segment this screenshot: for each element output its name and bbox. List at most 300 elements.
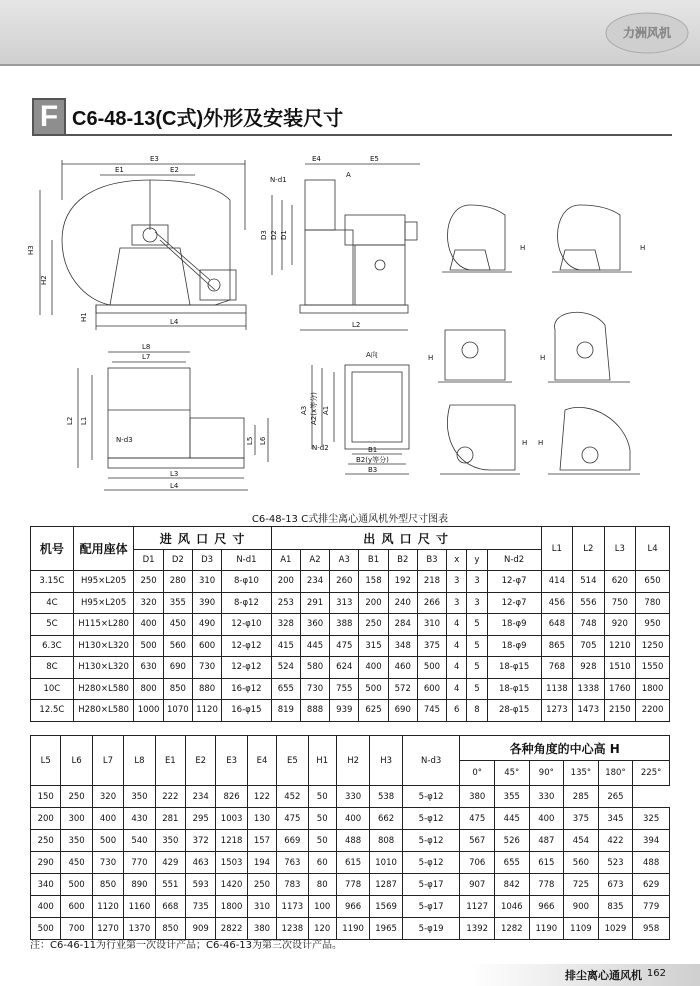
table-cell: 780 [636, 592, 670, 614]
section-letter: F [32, 98, 66, 136]
table-cell: 500 [31, 918, 61, 940]
table-cell: 1270 [92, 918, 123, 940]
table-row [31, 808, 670, 830]
table-cell: 400 [359, 657, 388, 679]
svg-text:H: H [520, 244, 526, 252]
header-angle: 45° [495, 761, 530, 786]
table-cell: 580 [300, 657, 329, 679]
table-cell: 1473 [573, 700, 604, 722]
table-cell: 850 [155, 918, 185, 940]
table-cell: 630 [134, 657, 163, 679]
table-cell: 5C [31, 614, 74, 636]
table-cell: 673 [598, 874, 633, 896]
table-cell: 2200 [636, 700, 670, 722]
table-cell: H95×L205 [73, 592, 134, 614]
svg-text:B2(y等分): B2(y等分) [356, 456, 389, 464]
table-cell: 1127 [460, 896, 495, 918]
table-cell: 1010 [370, 852, 402, 874]
svg-text:L7: L7 [142, 353, 151, 361]
table-cell: 8 [467, 700, 487, 722]
table-cell: 1760 [604, 678, 635, 700]
table-cell: 763 [277, 852, 308, 874]
table-cell: 778 [529, 874, 564, 896]
table-cell: 445 [300, 635, 329, 657]
table-cell: 350 [124, 786, 155, 808]
table-cell: 2822 [216, 918, 247, 940]
header-cell: E5 [277, 736, 308, 786]
table-cell: 526 [495, 830, 530, 852]
table-cell: 600 [417, 678, 446, 700]
subheader-cell: B2 [388, 550, 417, 571]
page-footer [470, 964, 700, 986]
svg-text:E2: E2 [170, 166, 179, 174]
header-row [31, 736, 670, 761]
table-cell: H95×L205 [73, 571, 134, 593]
table-cell: 1218 [216, 830, 247, 852]
table-cell: 668 [155, 896, 185, 918]
table-cell: 890 [124, 874, 155, 896]
table-cell: 1370 [124, 918, 155, 940]
table-cell: 18-φ15 [487, 657, 541, 679]
table-cell: 60 [308, 852, 336, 874]
table-cell: 615 [336, 852, 370, 874]
table-cell: 454 [564, 830, 599, 852]
header-cell: H2 [336, 736, 370, 786]
svg-text:H: H [640, 244, 646, 252]
table-cell: H115×L280 [73, 614, 134, 636]
table-cell: 18-φ9 [487, 635, 541, 657]
company-logo [604, 10, 690, 56]
subheader-cell: B3 [417, 550, 446, 571]
table-row [31, 678, 670, 700]
table-cell: 500 [61, 874, 92, 896]
table-cell: 1190 [336, 918, 370, 940]
table-cell: 1160 [124, 896, 155, 918]
header-cell: N-d3 [402, 736, 460, 786]
table-cell: 1965 [370, 918, 402, 940]
table-cell: 340 [31, 874, 61, 896]
table-cell: 460 [388, 657, 417, 679]
table-cell: 700 [61, 918, 92, 940]
table-cell: 730 [300, 678, 329, 700]
table-caption: C6-48-13 C式排尘离心通风机外型尺寸图表 [251, 514, 449, 525]
table-cell: 430 [124, 808, 155, 830]
table-cell: 372 [186, 830, 216, 852]
table-cell: 350 [155, 830, 185, 852]
table-cell: 240 [388, 592, 417, 614]
table-cell: 3 [447, 571, 467, 593]
table-cell: 1800 [216, 896, 247, 918]
table-cell: 291 [300, 592, 329, 614]
table-cell: 12-φ7 [487, 571, 541, 593]
table-cell: 250 [31, 830, 61, 852]
table-cell: 1120 [192, 700, 221, 722]
dimension-drawings [0, 140, 700, 510]
table-cell: 1109 [564, 918, 599, 940]
table-cell: 928 [573, 657, 604, 679]
table-cell: 415 [271, 635, 300, 657]
header-inlet: 进 风 口 尺 寸 [134, 527, 271, 550]
svg-text:N-d2: N-d2 [312, 444, 329, 452]
table-cell: 4C [31, 592, 74, 614]
table-cell: 50 [308, 830, 336, 852]
svg-text:D3: D3 [260, 230, 268, 240]
section-title: C6-48-13(C式)外形及安装尺寸 [72, 108, 344, 130]
table-cell: 5 [467, 678, 487, 700]
table-cell: 250 [359, 614, 388, 636]
table-cell: 218 [417, 571, 446, 593]
table-cell: 350 [61, 830, 92, 852]
table-cell: 375 [564, 808, 599, 830]
table-cell: 12-φ12 [222, 657, 272, 679]
svg-text:A2(x等分): A2(x等分) [310, 392, 318, 425]
table-cell: 200 [359, 592, 388, 614]
table-cell: 450 [61, 852, 92, 874]
table-cell: 593 [186, 874, 216, 896]
table-cell: 6 [447, 700, 467, 722]
table-cell: 800 [134, 678, 163, 700]
table-row [31, 874, 670, 896]
table-cell: 1070 [163, 700, 192, 722]
table-cell: 669 [277, 830, 308, 852]
table-cell: 313 [330, 592, 359, 614]
table-cell: 330 [529, 786, 564, 808]
header-cell: E1 [155, 736, 185, 786]
table-cell: 1510 [604, 657, 635, 679]
table-cell: 655 [495, 852, 530, 874]
table-cell: 725 [564, 874, 599, 896]
header-outlet: 出 风 口 尺 寸 [271, 527, 541, 550]
table-cell: 284 [388, 614, 417, 636]
table-cell: 615 [529, 852, 564, 874]
subheader-cell: D3 [192, 550, 221, 571]
table-cell: 920 [604, 614, 635, 636]
table-row [31, 614, 670, 636]
table-cell: 625 [359, 700, 388, 722]
table-cell: 778 [336, 874, 370, 896]
table-cell: 4 [447, 657, 467, 679]
table-cell: 429 [155, 852, 185, 874]
svg-text:B1: B1 [368, 446, 378, 454]
svg-text:L3: L3 [170, 470, 179, 478]
table-cell: 475 [277, 808, 308, 830]
table-cell: 120 [308, 918, 336, 940]
header-cell: L8 [124, 736, 155, 786]
table-cell: 400 [529, 808, 564, 830]
table-cell: 850 [92, 874, 123, 896]
table-row [31, 830, 670, 852]
table-cell: 907 [460, 874, 495, 896]
header-base: 配用座体 [73, 527, 134, 571]
table-cell: 4 [447, 678, 467, 700]
table-cell: 690 [388, 700, 417, 722]
table-cell: 909 [186, 918, 216, 940]
table-cell: 487 [529, 830, 564, 852]
table-row [31, 592, 670, 614]
svg-text:H1: H1 [80, 312, 88, 322]
table-cell: 490 [192, 614, 221, 636]
svg-text:A3: A3 [300, 405, 308, 415]
table-cell: 130 [247, 808, 276, 830]
table-cell: 390 [192, 592, 221, 614]
table-cell: 5-φ19 [402, 918, 460, 940]
svg-text:H: H [522, 439, 528, 447]
table-row [31, 635, 670, 657]
table-cell: 730 [192, 657, 221, 679]
table-cell: 1000 [134, 700, 163, 722]
table-cell: 18-φ15 [487, 678, 541, 700]
table-cell: 3.15C [31, 571, 74, 593]
table-cell: 157 [247, 830, 276, 852]
svg-text:力洲风机: 力洲风机 [622, 26, 672, 40]
table-cell: 966 [529, 896, 564, 918]
table-cell: 600 [192, 635, 221, 657]
table-cell: H280×L580 [73, 678, 134, 700]
table-cell: 445 [495, 808, 530, 830]
svg-text:E3: E3 [150, 155, 159, 163]
table-cell: 1569 [370, 896, 402, 918]
header-cell: H3 [370, 736, 402, 786]
header-angle: 135° [564, 761, 599, 786]
table-cell: 281 [155, 808, 185, 830]
table-cell: 122 [247, 786, 276, 808]
table-cell: 1282 [495, 918, 530, 940]
table-cell: 266 [417, 592, 446, 614]
table-cell: 748 [573, 614, 604, 636]
table-cell: 1420 [216, 874, 247, 896]
table-cell: 5-φ12 [402, 852, 460, 874]
table-cell: 939 [330, 700, 359, 722]
table-cell: 750 [604, 592, 635, 614]
table-cell: 234 [300, 571, 329, 593]
svg-text:E4: E4 [312, 155, 321, 163]
outlet-flange-view [300, 350, 409, 474]
page-number: 162 [646, 968, 666, 979]
table-cell: 730 [92, 852, 123, 874]
table-cell: 706 [460, 852, 495, 874]
table-cell: 1173 [277, 896, 308, 918]
header-cell: L5 [31, 736, 61, 786]
table-cell: 355 [495, 786, 530, 808]
svg-text:L5: L5 [246, 436, 254, 445]
table-cell: 500 [417, 657, 446, 679]
table-cell: 158 [359, 571, 388, 593]
table-cell: 620 [604, 571, 635, 593]
header-l2: L2 [573, 527, 604, 571]
table-cell: 12-φ10 [222, 614, 272, 636]
table-cell: 1338 [573, 678, 604, 700]
plan-view [66, 343, 268, 490]
table-cell: 551 [155, 874, 185, 896]
svg-text:E1: E1 [115, 166, 124, 174]
table-cell: 414 [541, 571, 572, 593]
table-cell: 1238 [277, 918, 308, 940]
table-cell: 265 [598, 786, 633, 808]
subheader-cell: D1 [134, 550, 163, 571]
table-cell: 475 [330, 635, 359, 657]
subheader-cell: N-d2 [487, 550, 541, 571]
header-angle: 90° [529, 761, 564, 786]
table-cell: 5-φ12 [402, 830, 460, 852]
table-cell: 100 [308, 896, 336, 918]
table-cell: 4 [447, 635, 467, 657]
table-cell: 360 [300, 614, 329, 636]
subheader-cell: A3 [330, 550, 359, 571]
table-cell: 648 [541, 614, 572, 636]
subheader-cell: x [447, 550, 467, 571]
table-cell: 380 [460, 786, 495, 808]
table-row [31, 700, 670, 722]
table-cell: 50 [308, 786, 336, 808]
svg-text:L2: L2 [352, 321, 361, 329]
table-cell: 5 [467, 635, 487, 657]
inlet-outlet-dimension-table [30, 526, 670, 722]
table-cell: 572 [388, 678, 417, 700]
table-cell: 400 [31, 896, 61, 918]
header-rule [0, 64, 700, 66]
header-band [0, 0, 700, 64]
table-cell: 28-φ15 [487, 700, 541, 722]
table-cell: 1273 [541, 700, 572, 722]
header-cell: L6 [61, 736, 92, 786]
logo-icon [604, 10, 690, 56]
table-cell: 388 [330, 614, 359, 636]
table-cell: 452 [277, 786, 308, 808]
table-cell: 12-φ7 [487, 592, 541, 614]
table-cell: 629 [633, 874, 670, 896]
table-cell: 488 [633, 852, 670, 874]
table-cell: 745 [417, 700, 446, 722]
table-cell: 500 [134, 635, 163, 657]
table-cell: 315 [359, 635, 388, 657]
svg-text:N-d1: N-d1 [270, 176, 287, 184]
svg-text:L6: L6 [259, 436, 267, 445]
header-l3: L3 [604, 527, 635, 571]
table-cell: 950 [636, 614, 670, 636]
table-cell: 880 [192, 678, 221, 700]
footer-title: 排尘离心通风机 [565, 969, 642, 982]
table-cell: 538 [370, 786, 402, 808]
table-cell: 400 [336, 808, 370, 830]
table-cell: 250 [61, 786, 92, 808]
table-cell: 5 [467, 657, 487, 679]
table-cell: 16-φ12 [222, 678, 272, 700]
table-cell: 5-φ12 [402, 808, 460, 830]
table-cell: 1392 [460, 918, 495, 940]
svg-text:B3: B3 [368, 466, 378, 474]
header-angle: 0° [460, 761, 495, 786]
svg-text:H: H [428, 354, 434, 362]
table-cell: 250 [134, 571, 163, 593]
table-cell: 1190 [529, 918, 564, 940]
table-cell: 808 [370, 830, 402, 852]
header-angle-group: 各种角度的中心高 H [460, 736, 670, 761]
table-cell: 779 [633, 896, 670, 918]
table-cell: 842 [495, 874, 530, 896]
table-cell: 260 [330, 571, 359, 593]
header-cell: H1 [308, 736, 336, 786]
table-cell: 705 [573, 635, 604, 657]
table-cell: 10C [31, 678, 74, 700]
svg-text:H: H [538, 439, 544, 447]
table-cell: 16-φ15 [222, 700, 272, 722]
section-rule [32, 134, 672, 136]
svg-text:N-d3: N-d3 [116, 436, 133, 444]
table-cell: 1003 [216, 808, 247, 830]
front-view [27, 155, 246, 330]
table-cell: 835 [598, 896, 633, 918]
table-cell: 450 [163, 614, 192, 636]
table-cell: 755 [330, 678, 359, 700]
table-cell: 380 [247, 918, 276, 940]
table-cell: 4 [447, 614, 467, 636]
table-cell: 320 [134, 592, 163, 614]
table-cell: 475 [460, 808, 495, 830]
table-cell: 2150 [604, 700, 635, 722]
table-cell: 826 [216, 786, 247, 808]
table-cell: 3 [467, 592, 487, 614]
table-cell: 819 [271, 700, 300, 722]
table-cell: 280 [163, 571, 192, 593]
table-cell: 1120 [92, 896, 123, 918]
table-cell: 567 [460, 830, 495, 852]
table-cell: 328 [271, 614, 300, 636]
side-view [260, 155, 420, 330]
table-row [31, 571, 670, 593]
header-cell: E2 [186, 736, 216, 786]
table-cell: 310 [417, 614, 446, 636]
table-cell: 514 [573, 571, 604, 593]
table-cell: 1046 [495, 896, 530, 918]
table-cell: 540 [124, 830, 155, 852]
svg-text:H3: H3 [27, 245, 35, 255]
table-cell: 768 [541, 657, 572, 679]
table-row [31, 852, 670, 874]
table-cell: 150 [31, 786, 61, 808]
table-cell: 330 [336, 786, 370, 808]
table-cell: 456 [541, 592, 572, 614]
table-cell: 285 [564, 786, 599, 808]
table-cell: 556 [573, 592, 604, 614]
table-cell: 600 [61, 896, 92, 918]
table-cell: 5-φ17 [402, 896, 460, 918]
table-cell: 8C [31, 657, 74, 679]
subheader-cell: A1 [271, 550, 300, 571]
table-cell: 560 [564, 852, 599, 874]
svg-text:A: A [346, 171, 351, 179]
table-cell: 250 [247, 874, 276, 896]
table-cell: H280×L580 [73, 700, 134, 722]
table-cell: 900 [564, 896, 599, 918]
table-cell: 5-φ12 [402, 786, 460, 808]
subheader-cell: A2 [300, 550, 329, 571]
svg-text:L4: L4 [170, 482, 179, 490]
table-cell: 888 [300, 700, 329, 722]
table-cell: 194 [247, 852, 276, 874]
table-cell: 5 [467, 614, 487, 636]
table-cell: 348 [388, 635, 417, 657]
table-cell: 310 [247, 896, 276, 918]
table-cell: 1550 [636, 657, 670, 679]
table-cell: 355 [163, 592, 192, 614]
svg-text:H: H [540, 354, 546, 362]
table-cell: 310 [192, 571, 221, 593]
svg-text:L2: L2 [66, 416, 74, 425]
table-row [31, 657, 670, 679]
table-cell: 524 [271, 657, 300, 679]
table-cell: 560 [163, 635, 192, 657]
table-cell: 655 [271, 678, 300, 700]
